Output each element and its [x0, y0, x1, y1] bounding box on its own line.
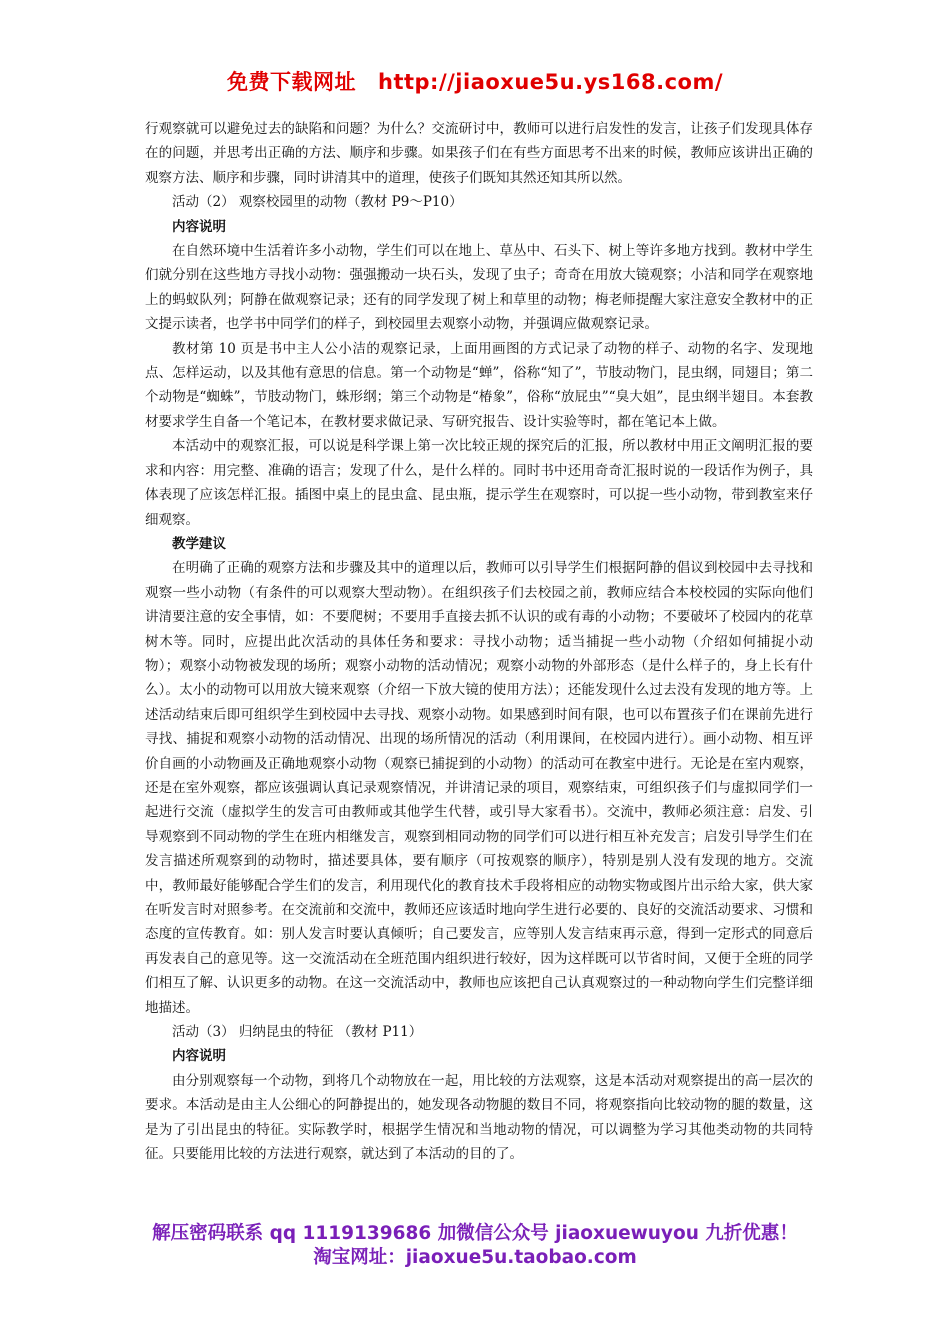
activity-3-title: 活动（3） 归纳昆虫的特征 （教材 P11）	[172, 1024, 423, 1041]
header-url[interactable]: http://jiaoxue5u.ys168.com/	[378, 70, 723, 94]
paragraph-continuation: 行观察就可以避免过去的缺陷和问题？为什么？交流研讨中，教师可以进行启发性的发言，让孩子们发现具体存在的问题，并思考出正确的方法、顺序和步骤。如果孩子们在有些方面思考不出来的时候，教师应该讲出正确的观察方法、顺序和步骤，同时讲清其中的道理，使孩子们既知其然还知其所以然。	[145, 121, 813, 186]
document-body	[145, 117, 813, 1166]
header-label: 免费下载网址	[227, 70, 356, 94]
section-heading-content-1: 内容说明	[172, 218, 226, 235]
activity-2-title: 活动（2） 观察校园里的动物（教材 P9～P10）	[172, 194, 463, 211]
paragraph-report: 本活动中的观察汇报，可以说是科学课上第一次比较正规的探究后的汇报，所以教材中用正文阐明汇报的要求和内容：用完整、准确的语言；发现了什么，是什么样的。同时书中还用奇奇汇报时说的一段话作为例子，具体表现了应该怎样汇报。插图中桌上的昆虫盒、昆虫瓶，提示学生在观察时，可以捉一些小动物，带到教室来仔细观察。	[145, 438, 813, 528]
paragraph-teaching-suggestions: 在明确了正确的观察方法和步骤及其中的道理以后，教师可以引导学生们根据阿静的倡议到校园中去寻找和观察一些小动物（有条件的可以观察大型动物）。在组织孩子们去校园之前，教师应结合本校校园的实际向他们讲清要注意的安全事情，如：不要爬树；不要用手直接去抓不认识的或有毒的小动物；不要破坏了校园内的花草树木等。同时，应提出此次活动的具体任务和要求：寻找小动物；适当捕捉一些小动物（介绍如何捕捉小动物）；观察小动物被发现的场所；观察小动物的活动情况；观察小动物的外部形态（是什么样子的，身上长有什么）。太小的动物可以用放大镜来观察（介绍一下放大镜的使用方法）；还能发现什么过去没有发现的地方等。上述活动结束后即可组织学生到校园中去寻找、观察小动物。如果感到时间有限，也可以布置孩子们在课前先进行寻找、捕捉和观察小动物的活动情况、出现的场所情况的活动（利用课间，在校园内进行）。画小动物、相互评价自画的小动物画及正确地观察小动物（观察已捕捉到的小动物）的活动可在教室中进行。无论是在室内观察，还是在室外观察，都应该强调认真记录观察情况，并讲清记录的项目，观察结束，可组织孩子们与虚拟同学们一起进行交流（虚拟学生的发言可由教师或其他学生代替，或引导大家看书）。交流中，教师必须注意：启发、引导观察到不同动物的学生在班内相继发言，观察到相同动物的同学们可以进行相互补充发言；启发引导学生们在发言描述所观察到的动物时，描述要具体，要有顺序（可按观察的顺序），特别是别人没有发现的地方。交流中，教师最好能够配合学生们的发言，利用现代化的教育技术手段将相应的动物实物或图片出示给大家，供大家在听发言时对照参考。在交流前和交流中，教师还应该适时地向学生进行必要的、良好的交流活动要求、习惯和态度的宣传教育。如：别人发言时要认真倾听；自己要发言，应等别人发言结束再示意，得到一定形式的同意后再发表自己的意见等。这一交流活动在全班范围内组织进行较好，因为这样既可以节省时间，又便于全班的同学们相互了解、认识更多的动物。在这一交流活动中，教师也应该把自己认真观察过的一种动物向学生们完整详细地描述。	[145, 560, 813, 1016]
footer-contact-line: 解压密码联系 qq 1119139686 加微信公众号 jiaoxuewuyou 九折优惠！	[152, 1223, 798, 1244]
download-url-header[interactable]	[0, 66, 950, 96]
section-heading-content-2: 内容说明	[172, 1048, 226, 1065]
paragraph-animals-environment: 在自然环境中生活着许多小动物，学生们可以在地上、草丛中、石头下、树上等许多地方找到。教材中学生们就分别在这些地方寻找小动物：强强搬动一块石头，发现了虫子；奇奇在用放大镜观察；小洁和同学在观察地上的蚂蚁队列；阿静在做观察记录；还有的同学发现了树上和草里的动物；梅老师提醒大家注意安全教材中的正文提示读者，也学书中同学们的样子，到校园里去观察小动物，并强调应做观察记录。	[145, 243, 813, 333]
paragraph-observation-record: 教材第 10 页是书中主人公小洁的观察记录，上面用画图的方式记录了动物的样子、动物的名字、发现地点、怎样运动，以及其他有意思的信息。第一个动物是“蝉”，俗称“知了”，节肢动物门，昆虫纲，同翅目；第二个动物是“蜘蛛”，节肢动物门，蛛形纲；第三个动物是“椿象”，俗称“放屁虫”“臭大姐”，昆虫纲半翅目。本套教材要求学生自备一个笔记本，在教材要求做记录、写研究报告、设计实验等时，都在笔记本上做。	[145, 340, 813, 430]
section-heading-teaching: 教学建议	[172, 535, 226, 552]
paragraph-insect-features: 由分别观察每一个动物，到将几个动物放在一起，用比较的方法观察，这是本活动对观察提出的高一层次的要求。本活动是由主人公细心的阿静提出的，她发现各动物腿的数目不同，将观察指向比较动物的腿的数量，这是为了引出昆虫的特征。实际教学时，根据学生情况和当地动物的情况，可以调整为学习其他类动物的共同特征。只要能用比较的方法进行观察，就达到了本活动的目的了。	[145, 1072, 813, 1163]
footer-taobao-link[interactable]: 淘宝网址：jiaoxue5u.taobao.com	[313, 1247, 637, 1268]
